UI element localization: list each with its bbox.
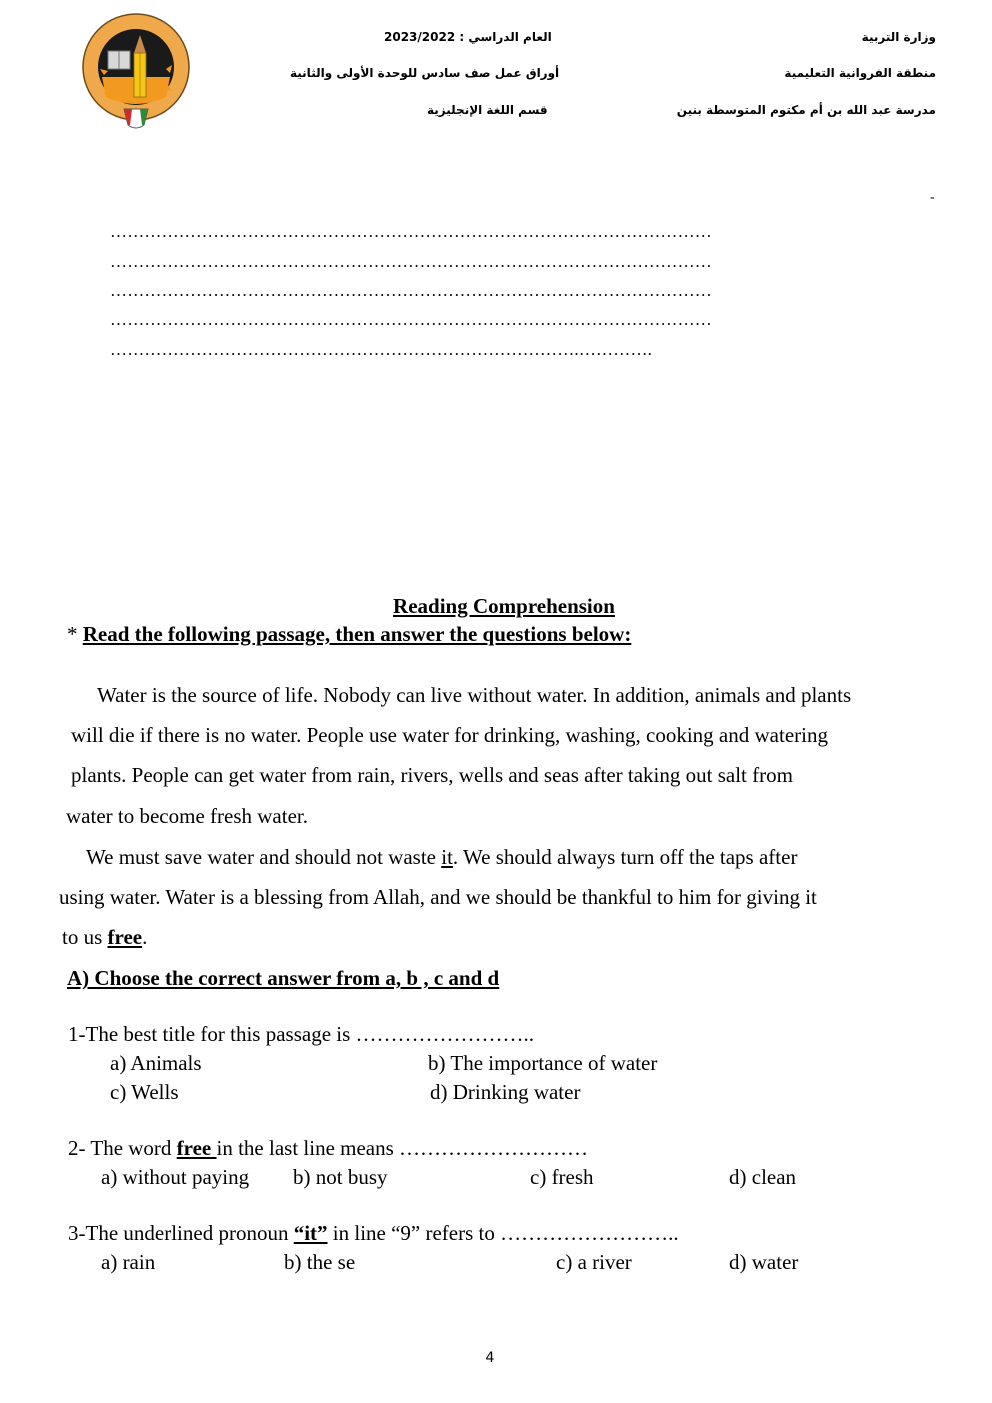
q1-option-a[interactable]: a) Animals bbox=[110, 1051, 202, 1075]
answer-line-5[interactable]: ……………………………………………………………………….…………. bbox=[110, 340, 653, 359]
q1-option-c[interactable]: c) Wells bbox=[110, 1080, 179, 1104]
answer-line-4[interactable]: …………………………………………………………………………………………… bbox=[110, 310, 712, 329]
passage-line-2: will die if there is no water. People use water for drinking, washing, cooking and watering bbox=[71, 723, 828, 747]
school-emblem-icon bbox=[80, 13, 192, 133]
instruction-star: * bbox=[67, 622, 83, 646]
educational-district: منطقة الفروانية التعليمية bbox=[784, 66, 936, 80]
q3-option-b[interactable]: b) the se bbox=[284, 1250, 356, 1274]
q1-option-d[interactable]: d) Drinking water bbox=[430, 1080, 581, 1104]
q2-option-b[interactable]: b) not busy bbox=[293, 1165, 388, 1189]
section-title: Reading Comprehension bbox=[393, 594, 615, 618]
q1-option-b[interactable]: b) The importance of water bbox=[428, 1051, 658, 1075]
page-number: 4 bbox=[485, 1350, 495, 1366]
answer-line-3[interactable]: …………………………………………………………………………………………… bbox=[110, 281, 712, 300]
question-2-stem: 2- The word free in the last line means ……………………… bbox=[68, 1136, 589, 1160]
answer-line-2[interactable]: …………………………………………………………………………………………… bbox=[110, 252, 712, 271]
passage-line-3: plants. People can get water from rain, rivers, wells and seas after taking out salt from bbox=[71, 763, 793, 787]
academic-year: العام الدراسي : 2023/2022 bbox=[384, 30, 552, 44]
underlined-it: it bbox=[441, 845, 453, 869]
keyword-it: “it” bbox=[293, 1221, 328, 1245]
passage-line-4: water to become fresh water. bbox=[66, 804, 308, 828]
passage-line-1: Water is the source of life. Nobody can live without water. In addition, animals and plants bbox=[97, 683, 852, 707]
dash-mark: - bbox=[930, 190, 935, 205]
instruction bbox=[67, 622, 631, 647]
q2-option-a[interactable]: a) without paying bbox=[101, 1165, 250, 1189]
keyword-free: free bbox=[176, 1136, 217, 1160]
instruction-text: Read the following passage, then answer the questions below: bbox=[82, 622, 632, 646]
q3-option-a[interactable]: a) rain bbox=[101, 1250, 156, 1274]
passage-line-7: to us free. bbox=[62, 925, 148, 949]
q2-option-d[interactable]: d) clean bbox=[729, 1165, 797, 1189]
passage-line-6: using water. Water is a blessing from Allah, and we should be thankful to him for giving it bbox=[59, 885, 817, 909]
keyword-free: free bbox=[107, 925, 143, 949]
school-name: مدرسة عبد الله بن أم مكتوم المتوسطة بنين bbox=[676, 103, 936, 117]
department-name: قسم اللغة الإنجليزية bbox=[427, 103, 548, 117]
q3-option-d[interactable]: d) water bbox=[729, 1250, 799, 1274]
question-3-stem: 3-The underlined pronoun “it” in line “9” refers to …………………….. bbox=[68, 1221, 679, 1245]
question-1-stem: 1-The best title for this passage is …………………….. bbox=[68, 1022, 535, 1046]
answer-line-1[interactable]: …………………………………………………………………………………………… bbox=[110, 222, 712, 241]
ministry-name: وزارة التربية bbox=[861, 30, 936, 44]
q3-option-c[interactable]: c) a river bbox=[556, 1250, 632, 1274]
worksheet-title: أوراق عمل صف سادس للوحدة الأولى والثانية bbox=[290, 66, 560, 80]
q2-option-c[interactable]: c) fresh bbox=[530, 1165, 594, 1189]
passage-line-5: We must save water and should not waste it. We should always turn off the taps after bbox=[86, 845, 798, 869]
section-a-heading: A) Choose the correct answer from a, b , c and d bbox=[67, 966, 500, 990]
